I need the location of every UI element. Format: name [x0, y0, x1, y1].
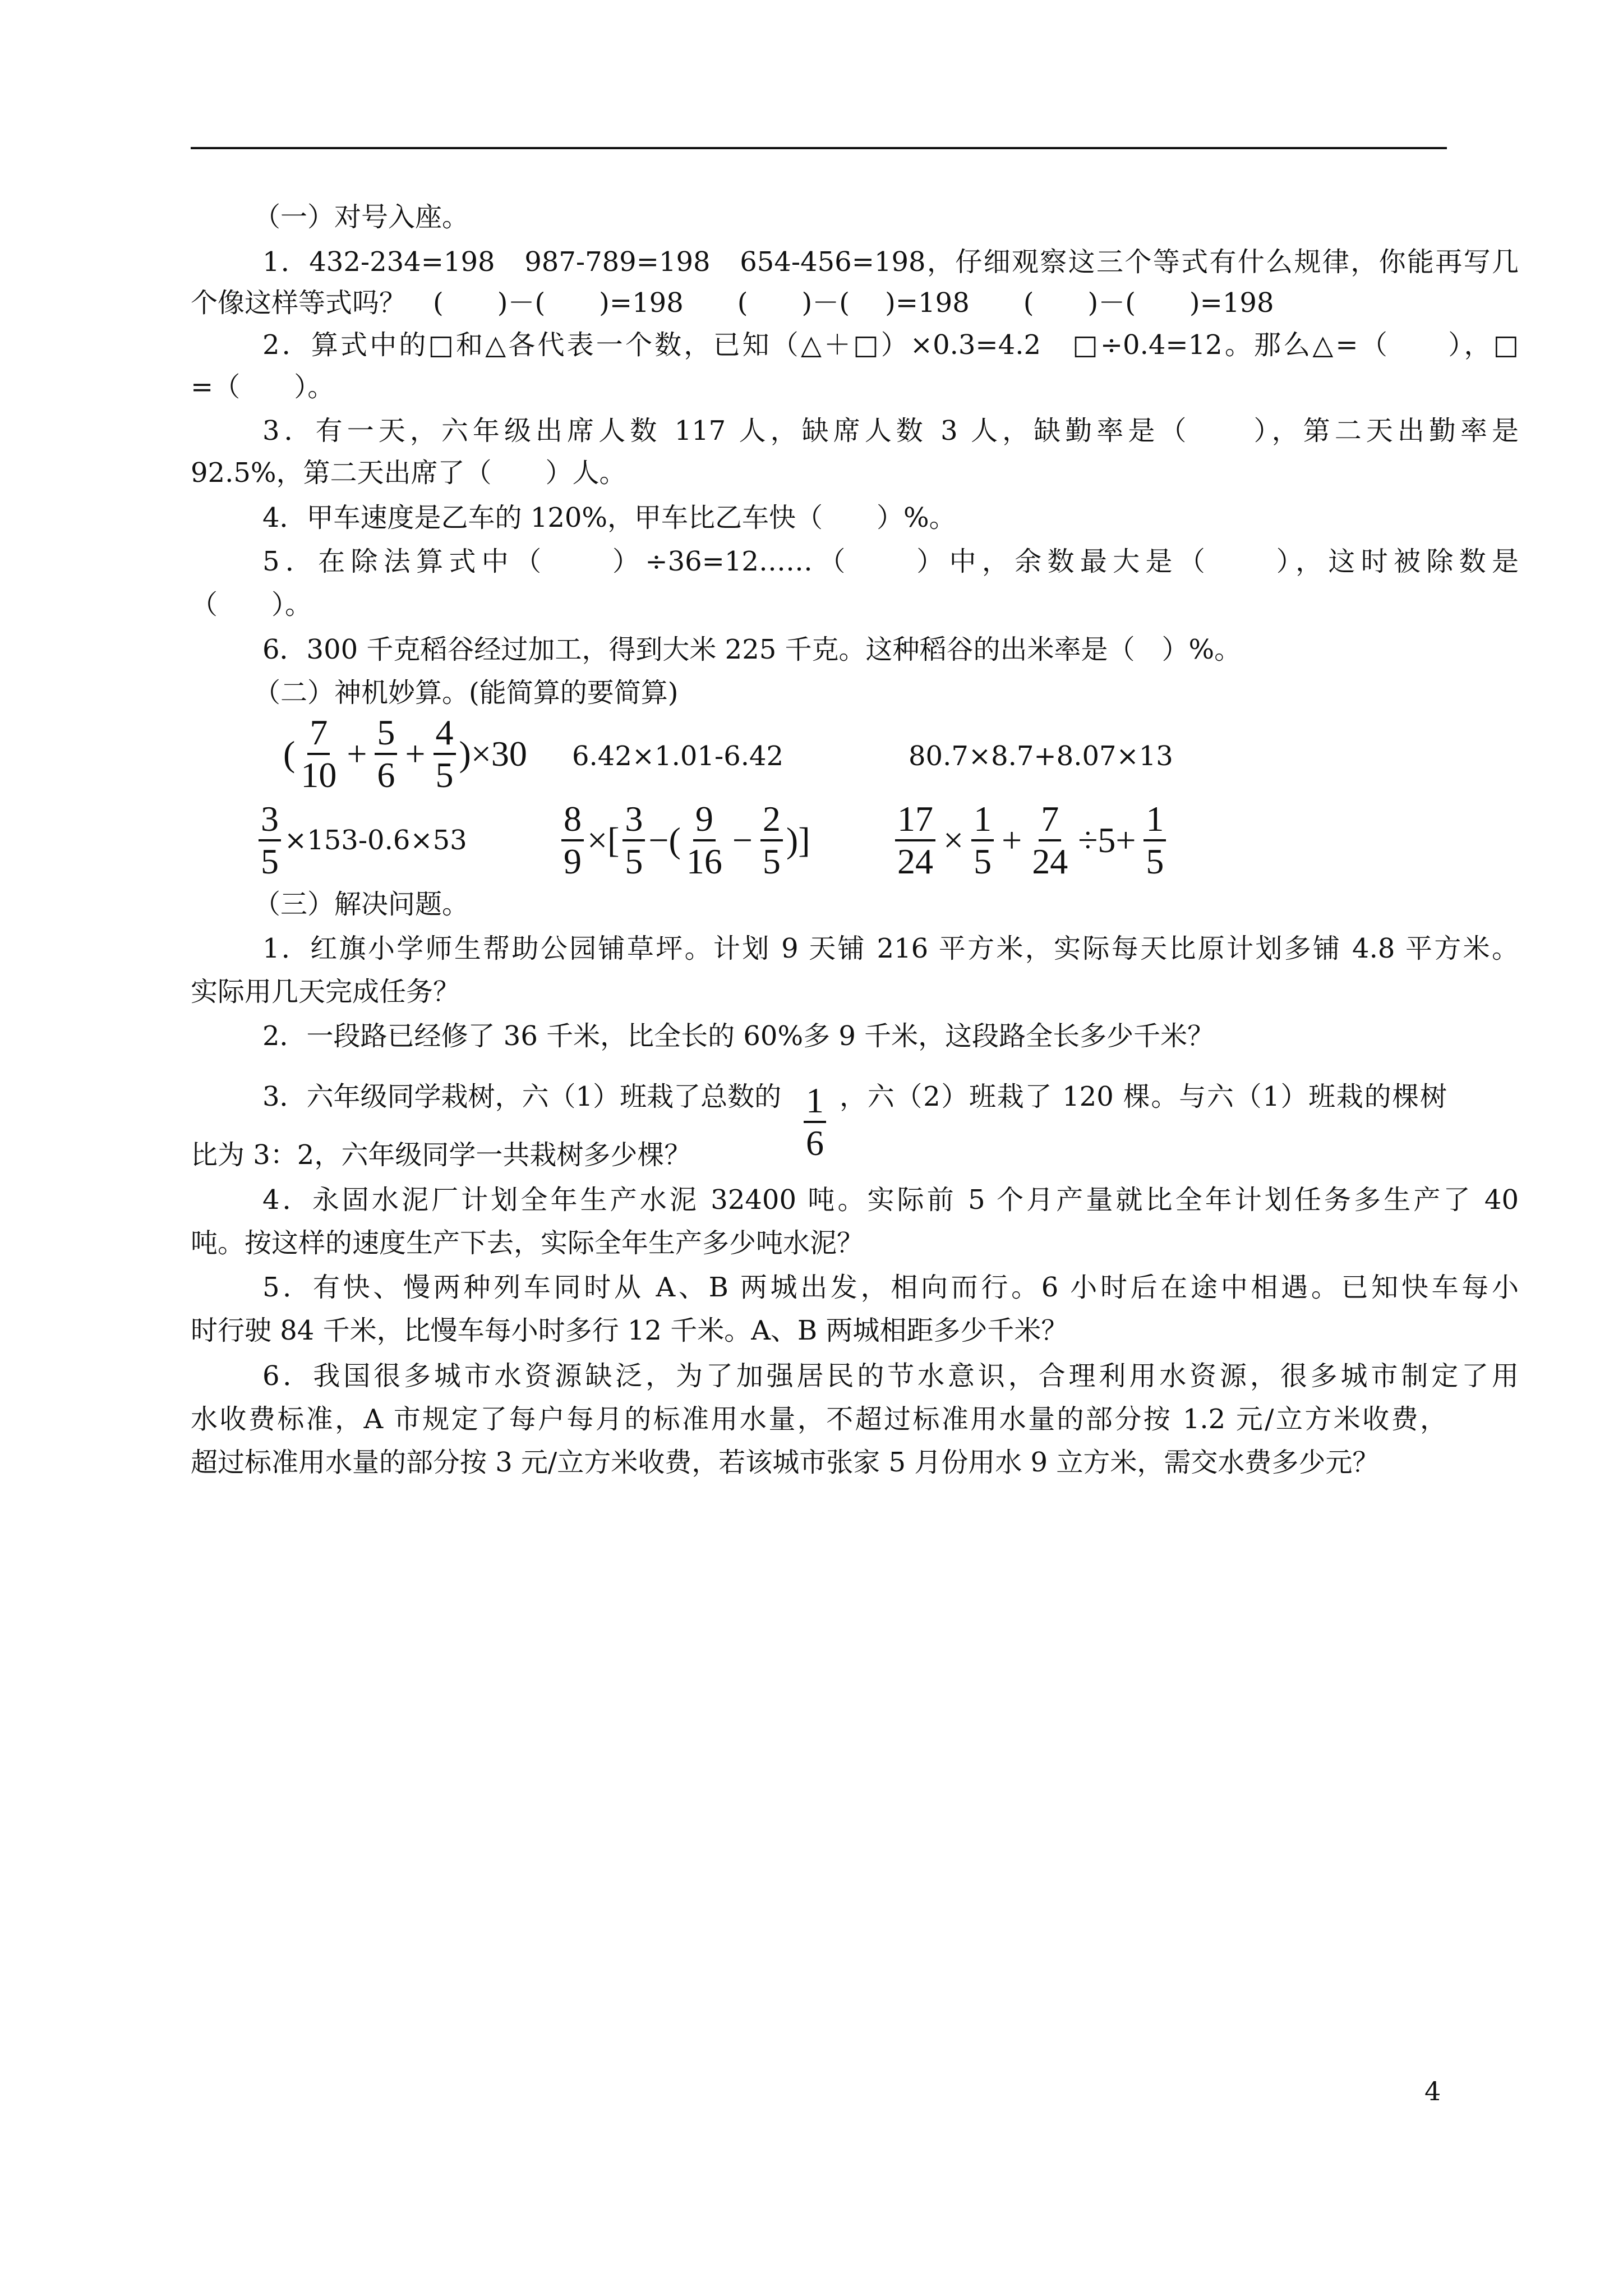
page-number: 4 [1424, 2076, 1441, 2106]
problem-5-line-1: 5．有快、慢两种列车同时从 A、B 两城出发，相向而行。6 小时后在途中相遇。已知快车每小 [262, 1272, 1519, 1303]
question-5-line-1: 5．在除法算式中（ ）÷36=12……（ ）中，余数最大是（ ），这时被除数是 [262, 546, 1519, 577]
problem-1-line-1: 1．红旗小学师生帮助公园铺草坪。计划 9 天铺 216 平方米，实际每天比原计划多铺 4.8 平方米。 [262, 933, 1519, 964]
question-3-line-1: 3．有一天，六年级出席人数 117 人，缺席人数 3 人，缺勤率是（ ），第二天出勤率是 [262, 415, 1519, 447]
question-1-line-2: 个像这样等式吗？ ( )－( )=198 ( )－( )=198 ( )－( )=198 [191, 287, 1274, 319]
header-rule [191, 147, 1447, 149]
section-heading-2: （二）神机妙算。(能简算的要简算) [253, 677, 679, 708]
fraction: $\frac{4}{5}$ [434, 712, 456, 795]
expression-5: $\frac{8}{9}$ ×[ 3 5 −( 9 16 − $\frac{2}{5}$ )] [558, 799, 810, 882]
fraction: $\frac{8}{9}$ [561, 799, 584, 882]
fraction: 3 5 [623, 799, 645, 882]
problem-5-line-2: 时行驶 84 千米，比慢车每小时多行 12 千米。A、B 两城相距多少千米？ [191, 1315, 1068, 1346]
problem-3-line-1-start: 3．六年级同学栽树，六（1）班栽了总数的 [262, 1081, 782, 1112]
fraction: 9 16 [686, 799, 722, 881]
problem-2: 2．一段路已经修了 36 千米，比全长的 60%多 9 千米，这段路全长多少千米？ [262, 1020, 1215, 1052]
question-1-line-1: 1．432-234=198 987-789=198 654-456=198，仔细观察这三个等式有什么规律，你能再写几 [262, 246, 1519, 278]
problem-1-line-2: 实际用几天完成任务？ [191, 976, 460, 1007]
problem-6-line-3: 超过标准用水量的部分按 3 元/立方米收费，若该城市张家 5 月份用水 9 立方米，需交水费多少元？ [191, 1447, 1380, 1478]
expression-6: $\frac{17}{24}$ × $\frac{1}{5}$ + $\frac{7}{24}$ ÷5+ $\frac{1}{5}$ [892, 799, 1169, 882]
fraction: $\frac{1}{5}$ [971, 799, 994, 882]
question-5-line-2: （ ）。 [191, 589, 312, 620]
expression-2: 6.42×1.01-6.42 [572, 740, 784, 772]
fraction: $\frac{5}{6}$ [375, 712, 397, 795]
question-2-line-2: =（ ）。 [191, 371, 335, 403]
fraction: 7 10 [301, 712, 337, 795]
problem-3-line-2: 比为 3：2，六年级同学一共栽树多少棵？ [191, 1139, 691, 1171]
expression-4: $\frac{3}{5}$ ×153-0.6×53 [255, 799, 467, 882]
question-3-line-2: 92.5%，第二天出席了（ ）人。 [191, 457, 626, 489]
question-2-line-1: 2．算式中的□和△各代表一个数，已知（△＋□）×0.3=4.2 □÷0.4=12。那么△=（ ），□ [262, 329, 1519, 361]
question-6: 6．300 千克稻谷经过加工，得到大米 225 千克。这种稻谷的出米率是（ ）%。 [262, 634, 1242, 665]
problem-3-line-1-end: ，六（2）班栽了 120 棵。与六（1）班栽的棵树 [840, 1081, 1447, 1112]
fraction: $\frac{1}{6}$ [804, 1080, 826, 1163]
question-4: 4．甲车速度是乙车的 120%，甲车比乙车快（ ）%。 [262, 502, 956, 533]
fraction: $\frac{2}{5}$ [760, 799, 783, 882]
expression-1: ( 7 10 + $\frac{5}{6}$ + $\frac{4}{5}$ )×30 [283, 712, 527, 795]
expression-3: 80.7×8.7+8.07×13 [909, 740, 1173, 772]
problem-4-line-1: 4．永固水泥厂计划全年生产水泥 32400 吨。实际前 5 个月产量就比全年计划任务多生产了 40 [262, 1184, 1519, 1216]
problem-6-line-1: 6．我国很多城市水资源缺泛，为了加强居民的节水意识，合理利用水资源，很多城市制定了用 [262, 1360, 1519, 1392]
problem-6-line-2: 水收费标准，A 市规定了每户每月的标准用水量，不超过标准用水量的部分按 1.2 元/立方米收费， [191, 1404, 1447, 1435]
fraction: $\frac{3}{5}$ [259, 799, 281, 882]
fraction: $\frac{7}{24}$ [1032, 799, 1068, 881]
fraction: $\frac{17}{24}$ [895, 799, 935, 882]
section-heading-3: （三）解决问题。 [253, 889, 469, 920]
fraction: $\frac{1}{5}$ [1144, 799, 1166, 882]
problem-4-line-2: 吨。按这样的速度生产下去，实际全年生产多少吨水泥？ [191, 1227, 864, 1259]
section-heading-1: （一）对号入座。 [253, 201, 469, 233]
